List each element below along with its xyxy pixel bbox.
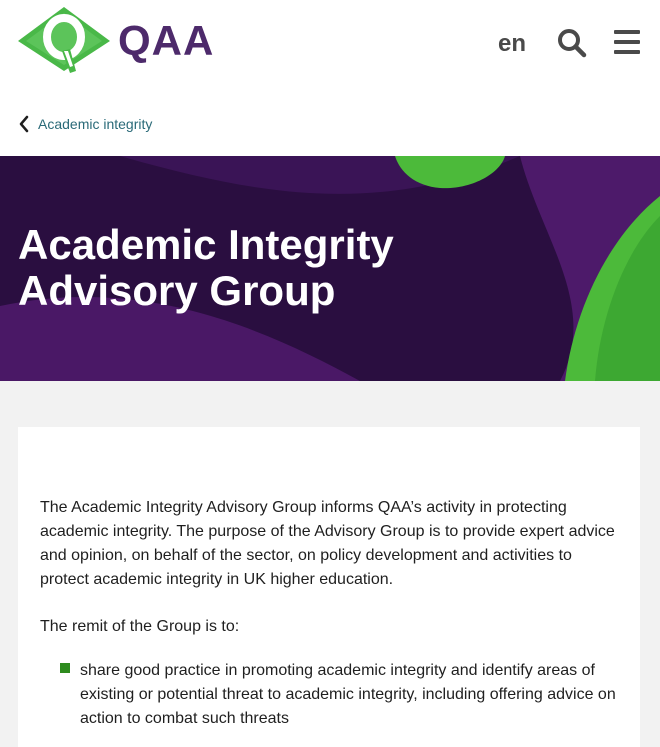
language-selector[interactable]: en: [498, 30, 527, 57]
qaa-logo-icon: [18, 7, 110, 75]
intro-paragraph: The Academic Integrity Advisory Group informs QAA’s activity in protecting academic integrity. The purpose of the Advisory Group is to provide expert advice and opinion, on behalf of the sector, on policy development and activities to protect academic integrity in UK higher education.: [40, 499, 615, 588]
page-title: Academic Integrity Advisory Group: [18, 221, 394, 314]
breadcrumb-link-academic-integrity[interactable]: Academic integrity: [38, 116, 153, 132]
site-header: [0, 0, 660, 90]
qaa-logo[interactable]: [18, 7, 214, 75]
remit-heading: The remit of the Group is to:: [40, 618, 240, 635]
content-area: [0, 381, 660, 747]
search-button[interactable]: [557, 28, 587, 58]
breadcrumb: [18, 115, 152, 133]
menu-bar: [614, 50, 640, 54]
chevron-left-icon[interactable]: [18, 115, 30, 133]
content-card: [18, 427, 640, 747]
bullet-marker: [60, 663, 70, 673]
logo-text: QAA: [118, 17, 215, 64]
search-icon: [557, 28, 587, 58]
hero-banner: [0, 156, 660, 381]
menu-bar: [614, 40, 640, 44]
list-item: share good practice in promoting academic integrity and identify areas of existing or potential threat to academic integrity, including offering advice on action to combat such threats: [80, 662, 616, 727]
menu-bar: [614, 30, 640, 34]
hamburger-menu-icon[interactable]: [614, 30, 640, 54]
